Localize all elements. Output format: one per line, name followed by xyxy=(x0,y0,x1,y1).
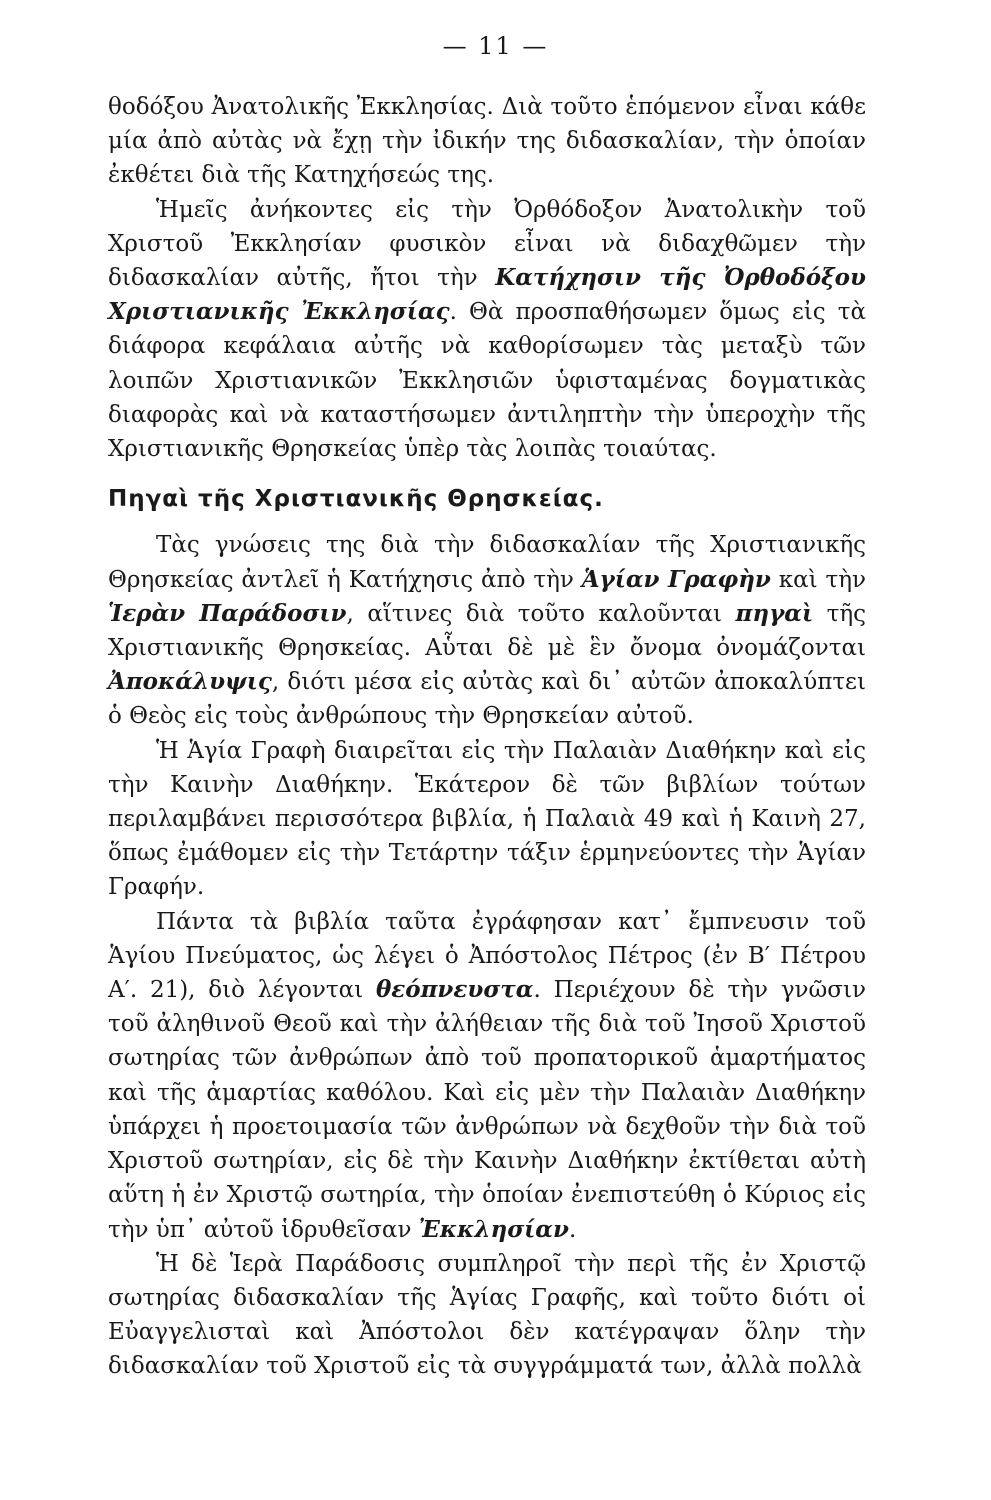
text-run: τῆς Χριστιανικῆς Θρησκείας. Αὗται δὲ μὲ ἓν ὄνομα ὀνομάζονται xyxy=(108,600,867,662)
paragraph xyxy=(108,905,866,1247)
intro-paragraphs xyxy=(108,90,866,466)
emphasized-term: Κατήχησιν τῆς Ὀρθοδόξου Χριστιανικῆς Ἐκκλησίας xyxy=(108,264,866,326)
text-run: . Θὰ προσπαθήσωμεν ὅμως εἰς τὰ διάφορα κεφάλαια αὐτῆς νὰ καθορίσωμεν τὰς μεταξὺ τῶν λοιπῶν Χριστιανικῶν Ἐκκλησιῶν ὑφισταμένας δογματικὰς διαφορὰς καὶ νὰ καταστήσωμεν ἀντιληπτὴν τὴν ὑπεροχὴν τῆς Χριστιανικῆς Θρησκείας ὑπὲρ τὰς λοιπὰς τοιαύτας. xyxy=(108,299,866,463)
text-run: Ἡ δὲ Ἱερὰ Παράδοσις συμπληροῖ τὴν περὶ τῆς ἐν Χριστῷ σωτηρίας διδασκαλίαν τῆς Ἁγίας Γραφῆς, καὶ τοῦτο διότι οἱ Εὐαγγελισταὶ καὶ Ἀπόστολοι δὲν κατέγραψαν ὅλην τὴν διδασκαλίαν τοῦ Χριστοῦ εἰς τὰ συγγράμματά των, ἀλλὰ πολλὰ xyxy=(108,1250,866,1380)
emphasized-term: Ἐκκλησίαν xyxy=(418,1215,569,1243)
emphasized-term: Ἁγίαν Γραφὴν xyxy=(581,565,771,593)
section-heading: Πηγαὶ τῆς Χριστιανικῆς Θρησκείας. xyxy=(108,486,604,513)
emphasized-term: Ἀποκάλυψις xyxy=(108,668,272,696)
text-run: . xyxy=(568,1216,577,1243)
paragraph xyxy=(108,193,866,467)
text-run: , διότι μέσα εἰς αὐτὰς καὶ δι᾽ αὐτῶν ἀποκαλύπτει ὁ Θεὸς εἰς τοὺς ἀνθρώπους τὴν Θρησκείαν αὐτοῦ. xyxy=(108,669,866,730)
paragraph xyxy=(108,734,866,905)
text-run: , αἵτινες διὰ τοῦτο καλοῦνται xyxy=(346,600,736,627)
paragraph xyxy=(108,90,866,193)
body-text xyxy=(108,90,866,1384)
emphasized-term: θεόπνευστα xyxy=(375,976,534,1004)
text-run: θοδόξου Ἀνατολικῆς Ἐκκλησίας. Διὰ τοῦτο ἑπόμενον εἶναι κάθε μία ἀπὸ αὐτὰς νὰ ἔχῃ τὴν ἰδικήν της διδασκαλίαν, τὴν ὁποίαν ἐκθέτει διὰ τῆς Κατηχήσεώς της. xyxy=(108,94,866,189)
text-run: Πάντα τὰ βιβλία ταῦτα ἐγράφησαν κατ᾽ ἔμπνευσιν τοῦ Ἁγίου Πνεύματος, ὡς λέγει ὁ Ἀπόστολος Πέτρος (ἐν Β′ Πέτρου Α′. 21), διὸ λέγονται xyxy=(108,908,866,1004)
text-run: Ἡμεῖς ἀνήκοντες εἰς τὴν Ὀρθόδοξον Ἀνατολικὴν τοῦ Χριστοῦ Ἐκκλησίαν φυσικὸν εἶναι νὰ διδαχθῶμεν τὴν διδασκαλίαν αὐτῆς, ἤτοι τὴν xyxy=(108,196,866,292)
section-paragraphs xyxy=(108,528,866,1383)
paragraph xyxy=(108,528,866,733)
text-run: Ἡ Ἁγία Γραφὴ διαιρεῖται εἰς τὴν Παλαιὰν Διαθήκην καὶ εἰς τὴν Καινὴν Διαθήκην. Ἑκάτερον δὲ τῶν βιβλίων τούτων περιλαμβάνει περισσότερα βιβλία, ἡ Παλαιὰ 49 καὶ ἡ Καινὴ 27, ὅπως ἐμάθομεν εἰς τὴν Τετάρτην τάξιν ἑρμηνεύοντες τὴν Ἁγίαν Γραφήν. xyxy=(108,737,866,901)
emphasized-term: πηγαὶ xyxy=(735,599,814,627)
text-run: καὶ τὴν xyxy=(770,566,866,593)
text-run: Τὰς γνώσεις της διὰ τὴν διδασκαλίαν τῆς Χριστιανικῆς Θρησκείας ἀντλεῖ ἡ Κατήχησις ἀπὸ τὴν xyxy=(108,532,866,593)
paragraph xyxy=(108,1247,866,1384)
text-run: . Περιέχουν δὲ τὴν γνῶσιν τοῦ ἀληθινοῦ Θεοῦ καὶ τὴν ἀλήθειαν τῆς διὰ τοῦ Ἰησοῦ Χριστοῦ σωτηρίας τῶν ἀνθρώπων ἀπὸ τοῦ προπατορικοῦ ἁμαρτήματος καὶ τῆς ἁμαρτίας καθόλου. Καὶ εἰς μὲν τὴν Παλαιὰν Διαθήκην ὑπάρχει ἡ προετοιμασία τῶν ἀνθρώπων νὰ δεχθοῦν τὴν διὰ τοῦ Χριστοῦ σωτηρίαν, εἰς δὲ τὴν Καινὴν Διαθήκην ἐκτίθεται αὐτὴ αὕτη ἡ ἐν Χριστῷ σωτηρία, τὴν ὁποίαν ἐνεπιστεύθη ὁ Κύριος εἰς τὴν ὑπ᾽ αὐτοῦ ἱδρυθεῖσαν xyxy=(108,977,866,1243)
emphasized-term: Ἱερὰν Παράδοσιν xyxy=(108,599,347,627)
page-number: — 11 — xyxy=(442,32,549,60)
